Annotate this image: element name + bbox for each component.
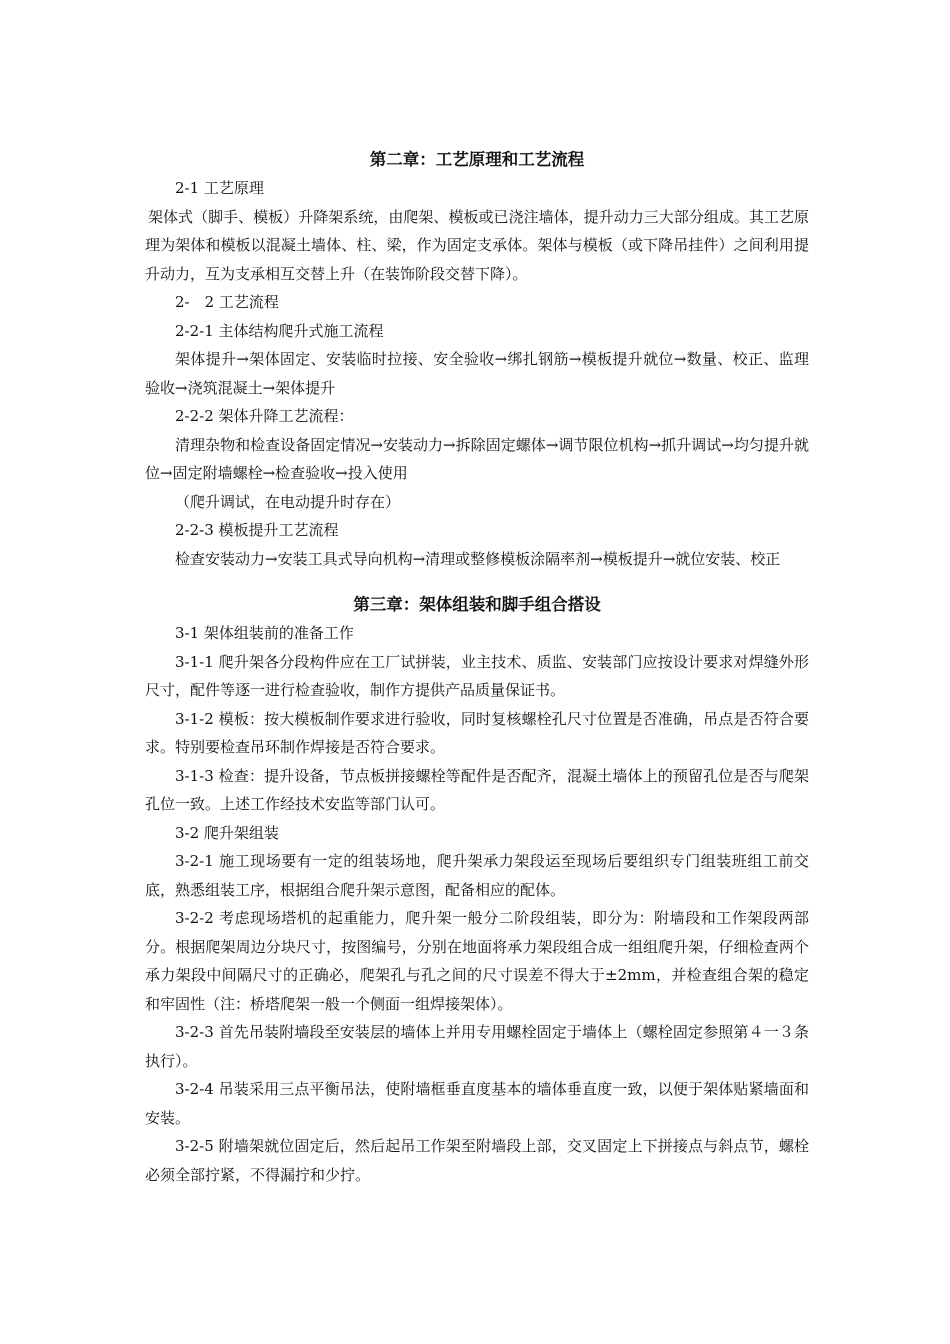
subsection-heading: 2-2-3 模板提升工艺流程 — [175, 521, 339, 539]
paragraph: 3-2-4 吊装采用三点平衡吊法，使附墙框垂直度基本的墙体垂直度一致，以便于架体贴紧墙面和安装。 — [145, 1080, 809, 1127]
paragraph: 清理杂物和检查设备固定情况→安装动力→拆除固定螺体→调节限位机构→抓升调试→均匀提升就位→固定附墙螺栓→检查验收→投入使用 — [145, 435, 809, 482]
paragraph: 架体式（脚手、模板）升降架系统，由爬架、模板或已浇注墙体，提升动力三大部分组成。其工艺原理为架体和模板以混凝土墙体、柱、梁，作为固定支承体。架体与模板（或下降吊挂件）之间利用提升动力，互为支承相互交替上升（在装饰阶段交替下降）。 — [145, 207, 809, 283]
subsection-heading: 2-2-2 架体升降工艺流程： — [175, 407, 354, 425]
paragraph: 3-1-3 检查：提升设备，节点板拼接螺栓等配件是否配齐，混凝土墙体上的预留孔位是否与爬架孔位一致。上述工作经技术安监等部门认可。 — [145, 766, 809, 813]
subsection-heading: 2-2-1 主体结构爬升式施工流程 — [175, 321, 384, 340]
spacer — [145, 573, 809, 591]
paragraph: 3-2-1 施工现场要有一定的组装场地，爬升架承力架段运至现场后要组织专门组装班组工前交底，熟悉组装工序，根据组合爬升架示意图，配备相应的配体。 — [145, 852, 809, 899]
document-body — [145, 146, 809, 1189]
paragraph: 3-2-2 考虑现场塔机的起重能力，爬升架一般分二阶段组装，即分为：附墙段和工作架段两部分。根据爬架周边分块尺寸，按图编号，分别在地面将承力架段组合成一组组爬升架，仔细检查两个承力架段中间隔尺寸的正确必，爬架孔与孔之间的尺寸误差不得大于±2mm，并检查组合架的稳定和牢固性（注：桥塔爬架一般一个侧面一组焊接架体）。 — [145, 909, 809, 1013]
section-heading: 2-1 工艺原理 — [175, 179, 264, 197]
paragraph: 检查安装动力→安装工具式导向机构→清理或整修模板涂隔率剂→模板提升→就位安装、校正 — [175, 549, 781, 568]
note: （爬升调试，在电动提升时存在） — [175, 492, 401, 511]
paragraph: 3-1-2 模板：按大模板制作要求进行验收，同时复核螺栓孔尺寸位置是否准确，吊点是否符合要求。特别要检查吊环制作焊接是否符合要求。 — [145, 709, 809, 756]
paragraph: 架体提升→架体固定、安装临时拉接、安全验收→绑扎钢筋→模板提升就位→数量、校正、监理验收→浇筑混凝土→架体提升 — [145, 350, 809, 397]
paragraph: 3-2-5 附墙架就位固定后，然后起吊工作架至附墙段上部，交叉固定上下拼接点与斜点节，螺栓必须全部拧紧，不得漏拧和少拧。 — [145, 1137, 809, 1184]
chapter-2-title: 第二章：工艺原理和工艺流程 — [369, 150, 585, 169]
chapter-3-title: 第三章：架体组装和脚手组合搭设 — [353, 595, 601, 614]
paragraph: 3-2-3 首先吊装附墙段至安装层的墙体上并用专用螺栓固定于墙体上（螺栓固定参照第４一３条执行）。 — [145, 1023, 809, 1070]
paragraph: 3-1-1 爬升架各分段构件应在工厂试拼装，业主技术、质监、安装部门应按设计要求对焊缝外形尺寸，配件等逐一进行检查验收，制作方提供产品质量保证书。 — [145, 652, 809, 699]
section-heading: 2- 2 工艺流程 — [175, 293, 279, 311]
section-heading: 3-2 爬升架组装 — [175, 823, 279, 842]
section-heading: 3-1 架体组装前的准备工作 — [175, 624, 354, 642]
